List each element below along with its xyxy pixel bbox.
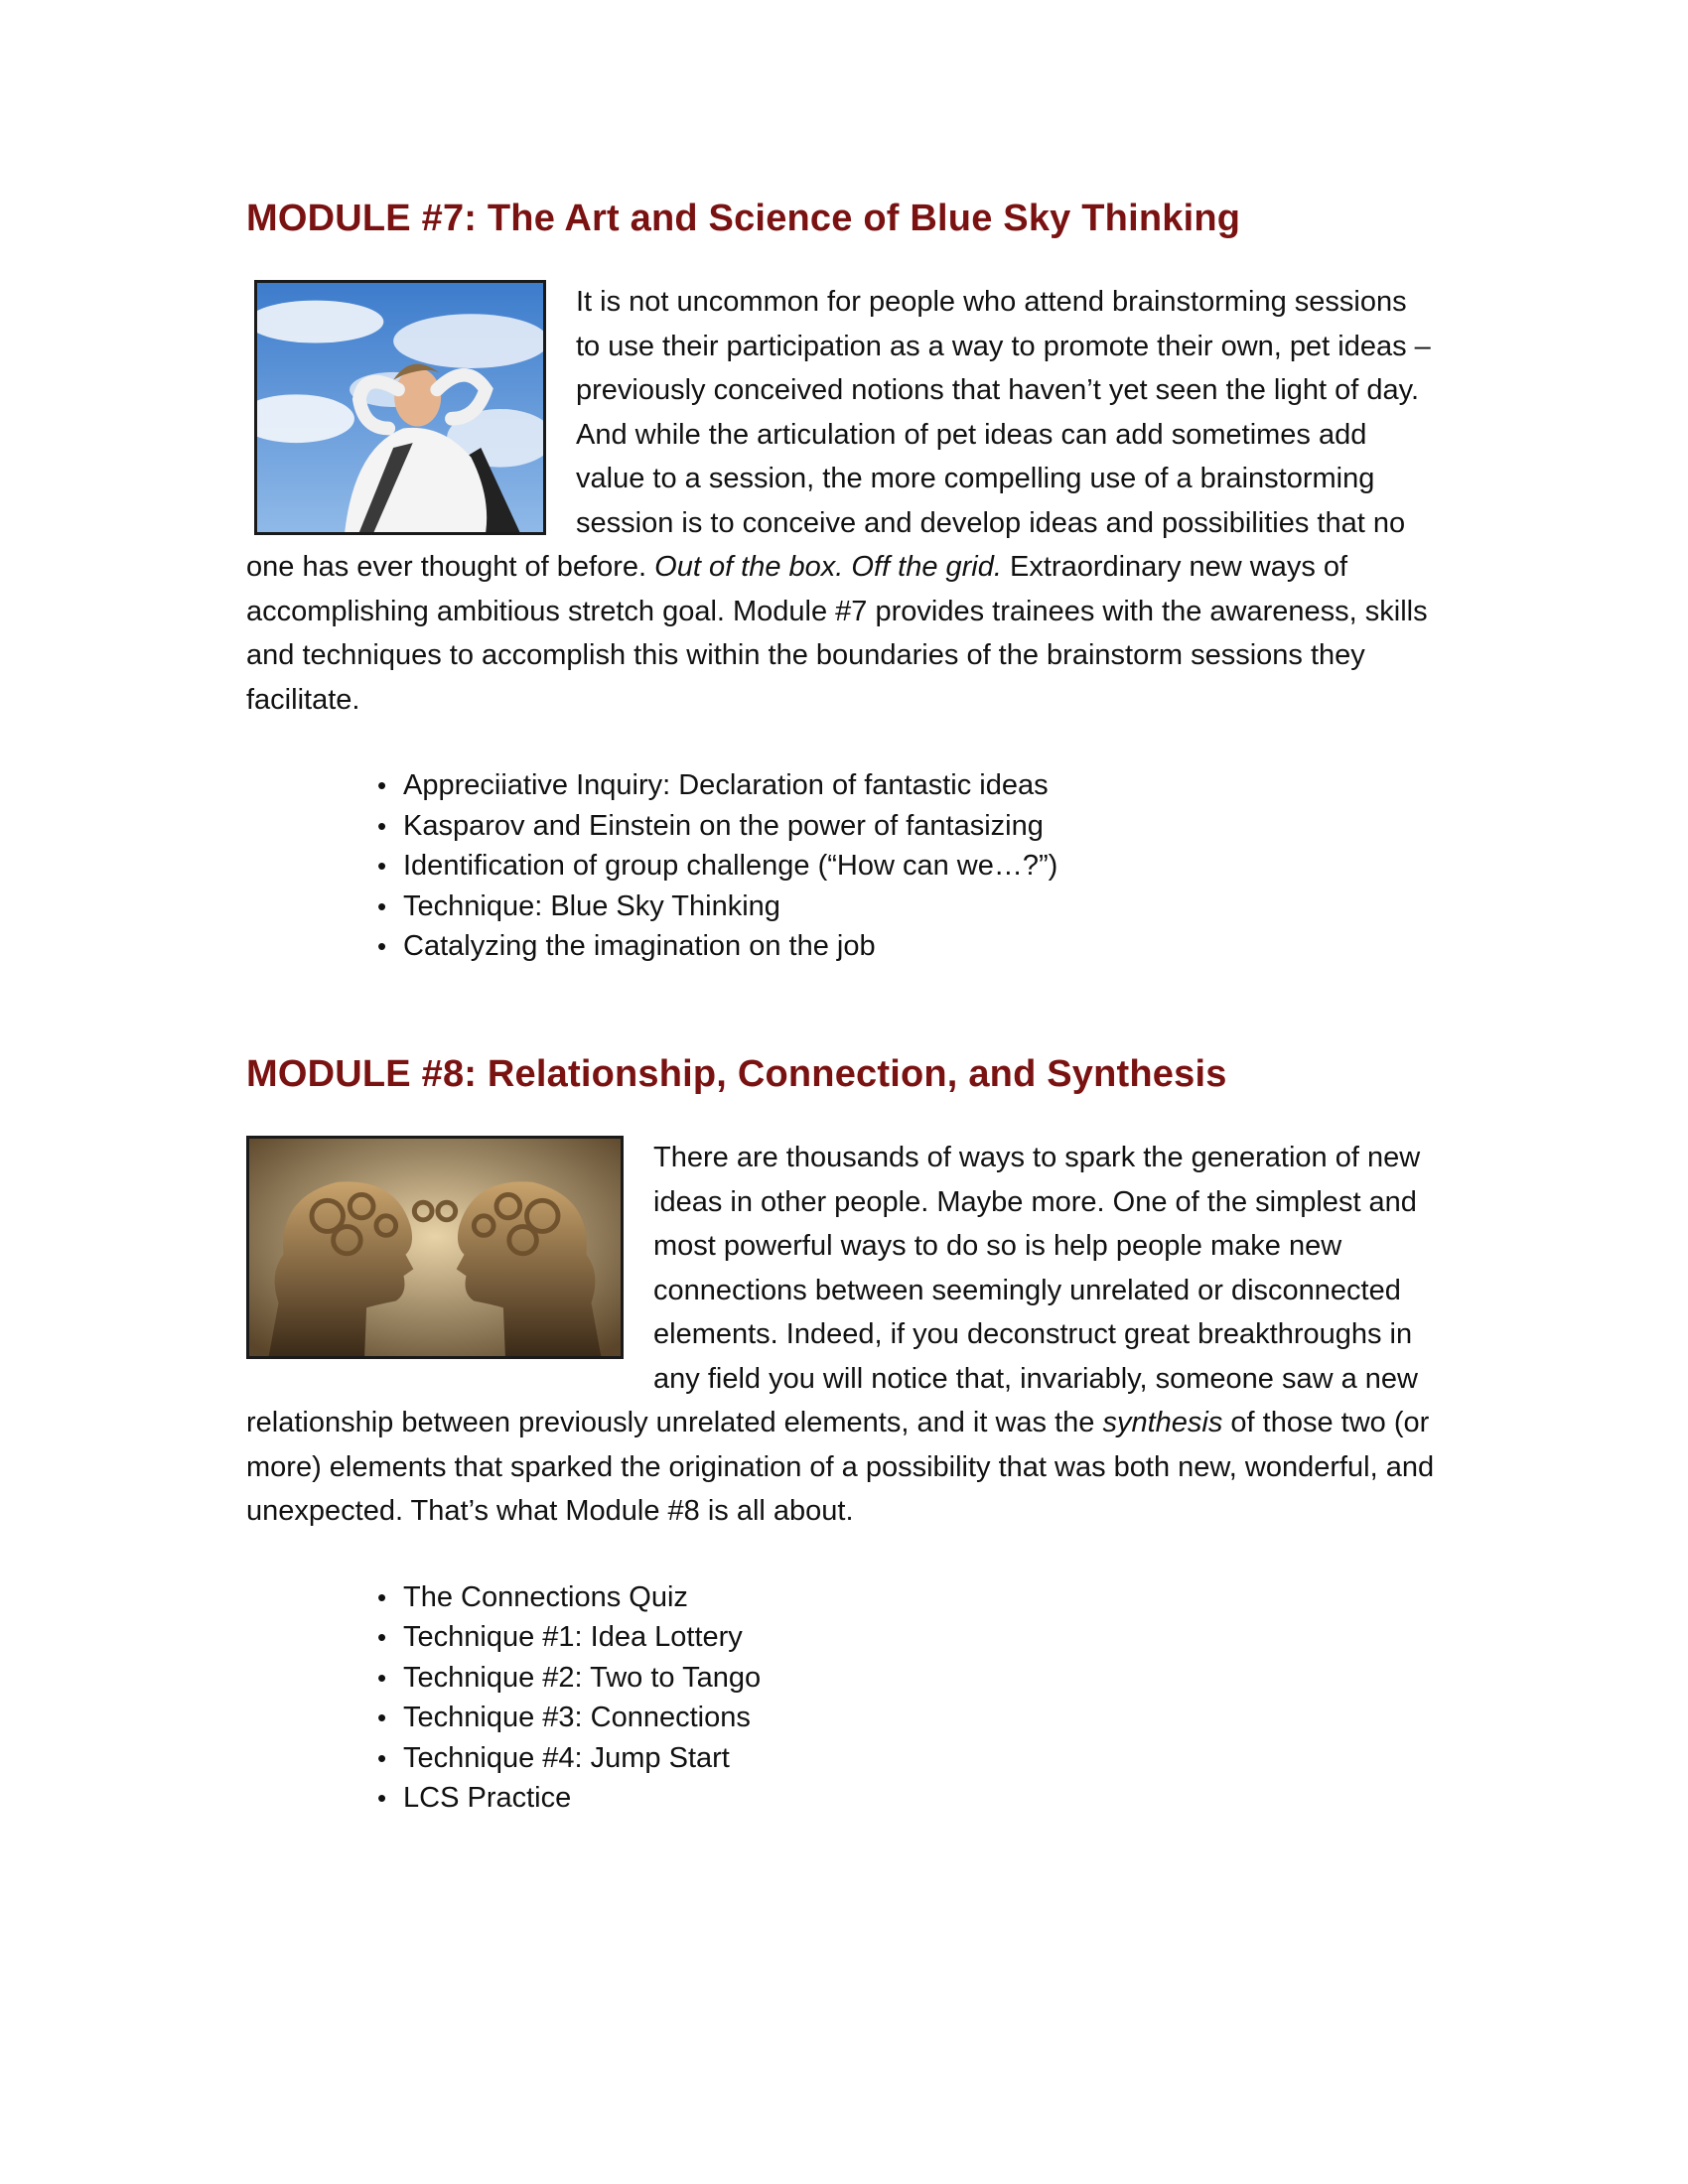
list-item	[377, 1778, 1438, 1819]
bullet-icon: •	[377, 1703, 387, 1732]
list-item-text: Identification of group challenge (“How can we…?”)	[403, 850, 1058, 882]
list-item-text: Technique #3: Connections	[403, 1702, 751, 1733]
two-heads-gears-icon	[249, 1139, 621, 1356]
bullet-icon: •	[377, 931, 387, 961]
module-8-text-part2: of those two (or more) elements that sparked the origination of a possibility that was both new, wonderful, and unexpected. That’s what Module #8 is all about.	[246, 1407, 1435, 1527]
list-item	[377, 887, 1438, 927]
list-item-text: Technique: Blue Sky Thinking	[403, 889, 780, 922]
bullet-icon: •	[377, 890, 387, 921]
list-item-text: Technique #4: Jump Start	[403, 1741, 730, 1774]
module-7-intro	[246, 280, 1438, 722]
list-item	[377, 765, 1438, 806]
module-8-section	[246, 1050, 1438, 1819]
bullet-icon: •	[377, 851, 387, 881]
list-item-text: Technique #2: Two to Tango	[403, 1661, 762, 1694]
list-item	[377, 1698, 1438, 1738]
list-item	[377, 1658, 1438, 1699]
list-item-text: Kasparov and Einstein on the power of fantasizing	[403, 809, 1044, 842]
list-item-text: Technique #1: Idea Lottery	[403, 1621, 743, 1653]
bullet-icon: •	[377, 1742, 387, 1773]
module-8-text-italic: synthesis	[1102, 1407, 1223, 1438]
module-8-text-part1: There are thousands of ways to spark the generation of new ideas in other people. Maybe more. One of the simplest and most powerful ways to do so is help people make new connections between seemingly unrelated or disconnected elements. Indeed, if you deconstruct great breakthroughs in any field you will notice that, invariably, someone saw a new relationship between previously unrelated elements, and it was the	[246, 1142, 1421, 1438]
list-item	[377, 846, 1438, 887]
list-item	[377, 1738, 1438, 1779]
module-8-bullet-list	[246, 1577, 1438, 1819]
module-7-text-part2: Extraordinary new ways of accomplishing ambitious stretch goal. Module #7 provides trainees with the awareness, skills and techniques to accomplish this within the boundaries of the brainstorm sessions they facilitate.	[246, 551, 1428, 716]
module-7-text-part1: It is not uncommon for people who attend brainstorming sessions to use their participation as a way to promote their own, pet ideas – previously conceived notions that haven’t yet seen the light of day. And while the articulation of pet ideas can add sometimes add value to a session, the more compelling use of a brainstorming session is to conceive and develop ideas and possibilities that no one has ever thought of before.	[246, 286, 1431, 583]
list-item	[377, 1577, 1438, 1618]
bullet-icon: •	[377, 1622, 387, 1652]
bullet-icon: •	[377, 770, 387, 800]
list-item-text: Catalyzing the imagination on the job	[403, 930, 876, 962]
module-7-title: MODULE #7: The Art and Science of Blue Sky Thinking	[246, 198, 1241, 239]
bullet-icon: •	[377, 1581, 387, 1612]
module-8-intro	[246, 1136, 1438, 1534]
list-item-text: Appreciiative Inquiry: Declaration of fantastic ideas	[403, 769, 1049, 801]
module-7-section	[246, 195, 1438, 967]
list-item	[377, 1617, 1438, 1658]
module-7-text-italic: Out of the box. Off the grid.	[654, 551, 1002, 583]
module-7-bullet-list	[246, 765, 1438, 967]
connection-synthesis-photo	[246, 1136, 624, 1359]
bullet-icon: •	[377, 1783, 387, 1813]
man-relaxing-blue-sky-icon	[257, 283, 543, 532]
blue-sky-thinking-photo	[254, 280, 546, 535]
list-item	[377, 926, 1438, 967]
list-item	[377, 806, 1438, 847]
bullet-icon: •	[377, 1662, 387, 1693]
list-item-text: LCS Practice	[403, 1782, 572, 1814]
module-8-title: MODULE #8: Relationship, Connection, and Synthesis	[246, 1053, 1227, 1095]
list-item-text: The Connections Quiz	[403, 1580, 688, 1613]
bullet-icon: •	[377, 810, 387, 841]
